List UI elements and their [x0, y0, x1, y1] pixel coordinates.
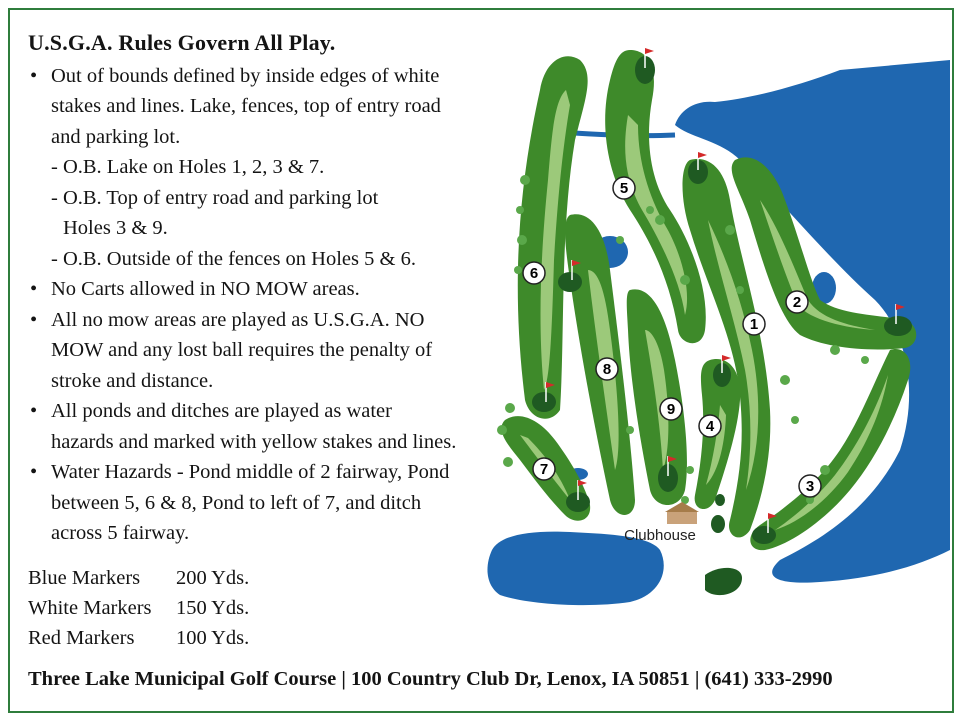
rule-bullet: • Out of bounds defined by inside edges of white — [28, 61, 498, 92]
marker-distance: 150 Yds. — [176, 597, 250, 619]
hole-number: 8 — [602, 361, 612, 378]
tree — [686, 466, 694, 474]
hole-number: 4 — [705, 418, 715, 435]
rule-subitem: - O.B. Lake on Holes 1, 2, 3 & 7. — [51, 156, 325, 178]
green-hole-2 — [884, 316, 912, 336]
green-hole-3 — [752, 526, 776, 544]
hole-marker-9 — [660, 398, 682, 420]
tree — [497, 425, 507, 435]
rule-bullet: • All no mow areas are played as U.S.G.A. NO — [28, 305, 498, 336]
hole-marker-5 — [613, 177, 635, 199]
rule-bullet: • Water Hazards - Pond middle of 2 fairway, Pond — [28, 457, 498, 488]
tree — [503, 457, 513, 467]
rule-line: MOW and any lost ball requires the penalty of — [51, 339, 433, 361]
marker-distance: 100 Yds. — [176, 627, 250, 649]
hole-marker-7 — [533, 458, 555, 480]
course-map — [480, 30, 950, 630]
tree — [830, 345, 840, 355]
rule-subitem: - O.B. Outside of the fences on Holes 5 & 6. — [51, 247, 416, 270]
rule-line: hazards and marked with yellow stakes and lines. — [51, 430, 457, 453]
tree — [514, 266, 522, 274]
hole-number: 6 — [529, 265, 539, 282]
rule-line: between 5, 6 & 8, Pond to left of 7, and ditch — [51, 491, 422, 514]
tree — [517, 235, 527, 245]
course-footer: Three Lake Municipal Golf Course | 100 Country Club Dr, Lenox, IA 50851 | (641) 333-2990 — [28, 668, 833, 690]
rule-line: stroke and distance. — [51, 369, 214, 392]
marker-distance: 200 Yds. — [176, 567, 250, 589]
hole-marker-3 — [799, 475, 821, 497]
hole-marker-4 — [699, 415, 721, 437]
tree — [655, 215, 665, 225]
marker-row-blue — [28, 563, 249, 593]
hole-marker-8 — [596, 358, 618, 380]
rule-line: Holes 3 & 9. — [63, 217, 168, 239]
hole-marker-2 — [786, 291, 808, 313]
green-hole-8 — [558, 272, 582, 292]
tree — [626, 426, 634, 434]
clubhouse-icon — [665, 502, 699, 524]
marker-name: White Markers — [28, 597, 152, 619]
tree — [780, 375, 790, 385]
tree — [861, 356, 869, 364]
tree — [680, 275, 690, 285]
hole-number: 9 — [666, 401, 676, 418]
clubhouse-label: Clubhouse — [624, 527, 696, 544]
marker-name: Red Markers — [28, 627, 135, 649]
tree — [646, 206, 654, 214]
hole-number: 2 — [792, 294, 802, 311]
green-hole-6 — [532, 392, 556, 412]
tree — [725, 225, 735, 235]
rules-title: U.S.G.A. Rules Govern All Play. — [28, 30, 336, 55]
tree — [505, 403, 515, 413]
tee-markers — [28, 563, 249, 653]
hole-number: 1 — [749, 316, 759, 333]
hole-number: 3 — [805, 478, 815, 495]
tree — [616, 236, 624, 244]
tree — [791, 416, 799, 424]
hole-number: 5 — [619, 180, 629, 197]
hole-marker-6 — [523, 262, 545, 284]
tree — [820, 465, 830, 475]
green-extra-2 — [715, 494, 725, 506]
tree — [520, 175, 530, 185]
rules-panel — [28, 28, 498, 549]
rules-list — [28, 61, 498, 549]
rule-bullet: • No Carts allowed in NO MOW areas. — [28, 274, 498, 305]
marker-row-white — [28, 593, 249, 623]
green-extra-1 — [711, 515, 725, 533]
rule-bullet: • All ponds and ditches are played as water — [28, 396, 498, 427]
rule-line: and parking lot. — [51, 125, 181, 148]
hole-number: 7 — [539, 461, 549, 478]
marker-name: Blue Markers — [28, 567, 141, 589]
hole-marker-1 — [743, 313, 765, 335]
rule-line: across 5 fairway. — [51, 522, 190, 544]
green-southeast — [705, 568, 742, 595]
rule-subitem: - O.B. Top of entry road and parking lot — [51, 186, 379, 209]
marker-row-red — [28, 623, 249, 653]
tree — [736, 286, 744, 294]
rule-line: stakes and lines. Lake, fences, top of entry road — [51, 95, 441, 117]
tree — [516, 206, 524, 214]
